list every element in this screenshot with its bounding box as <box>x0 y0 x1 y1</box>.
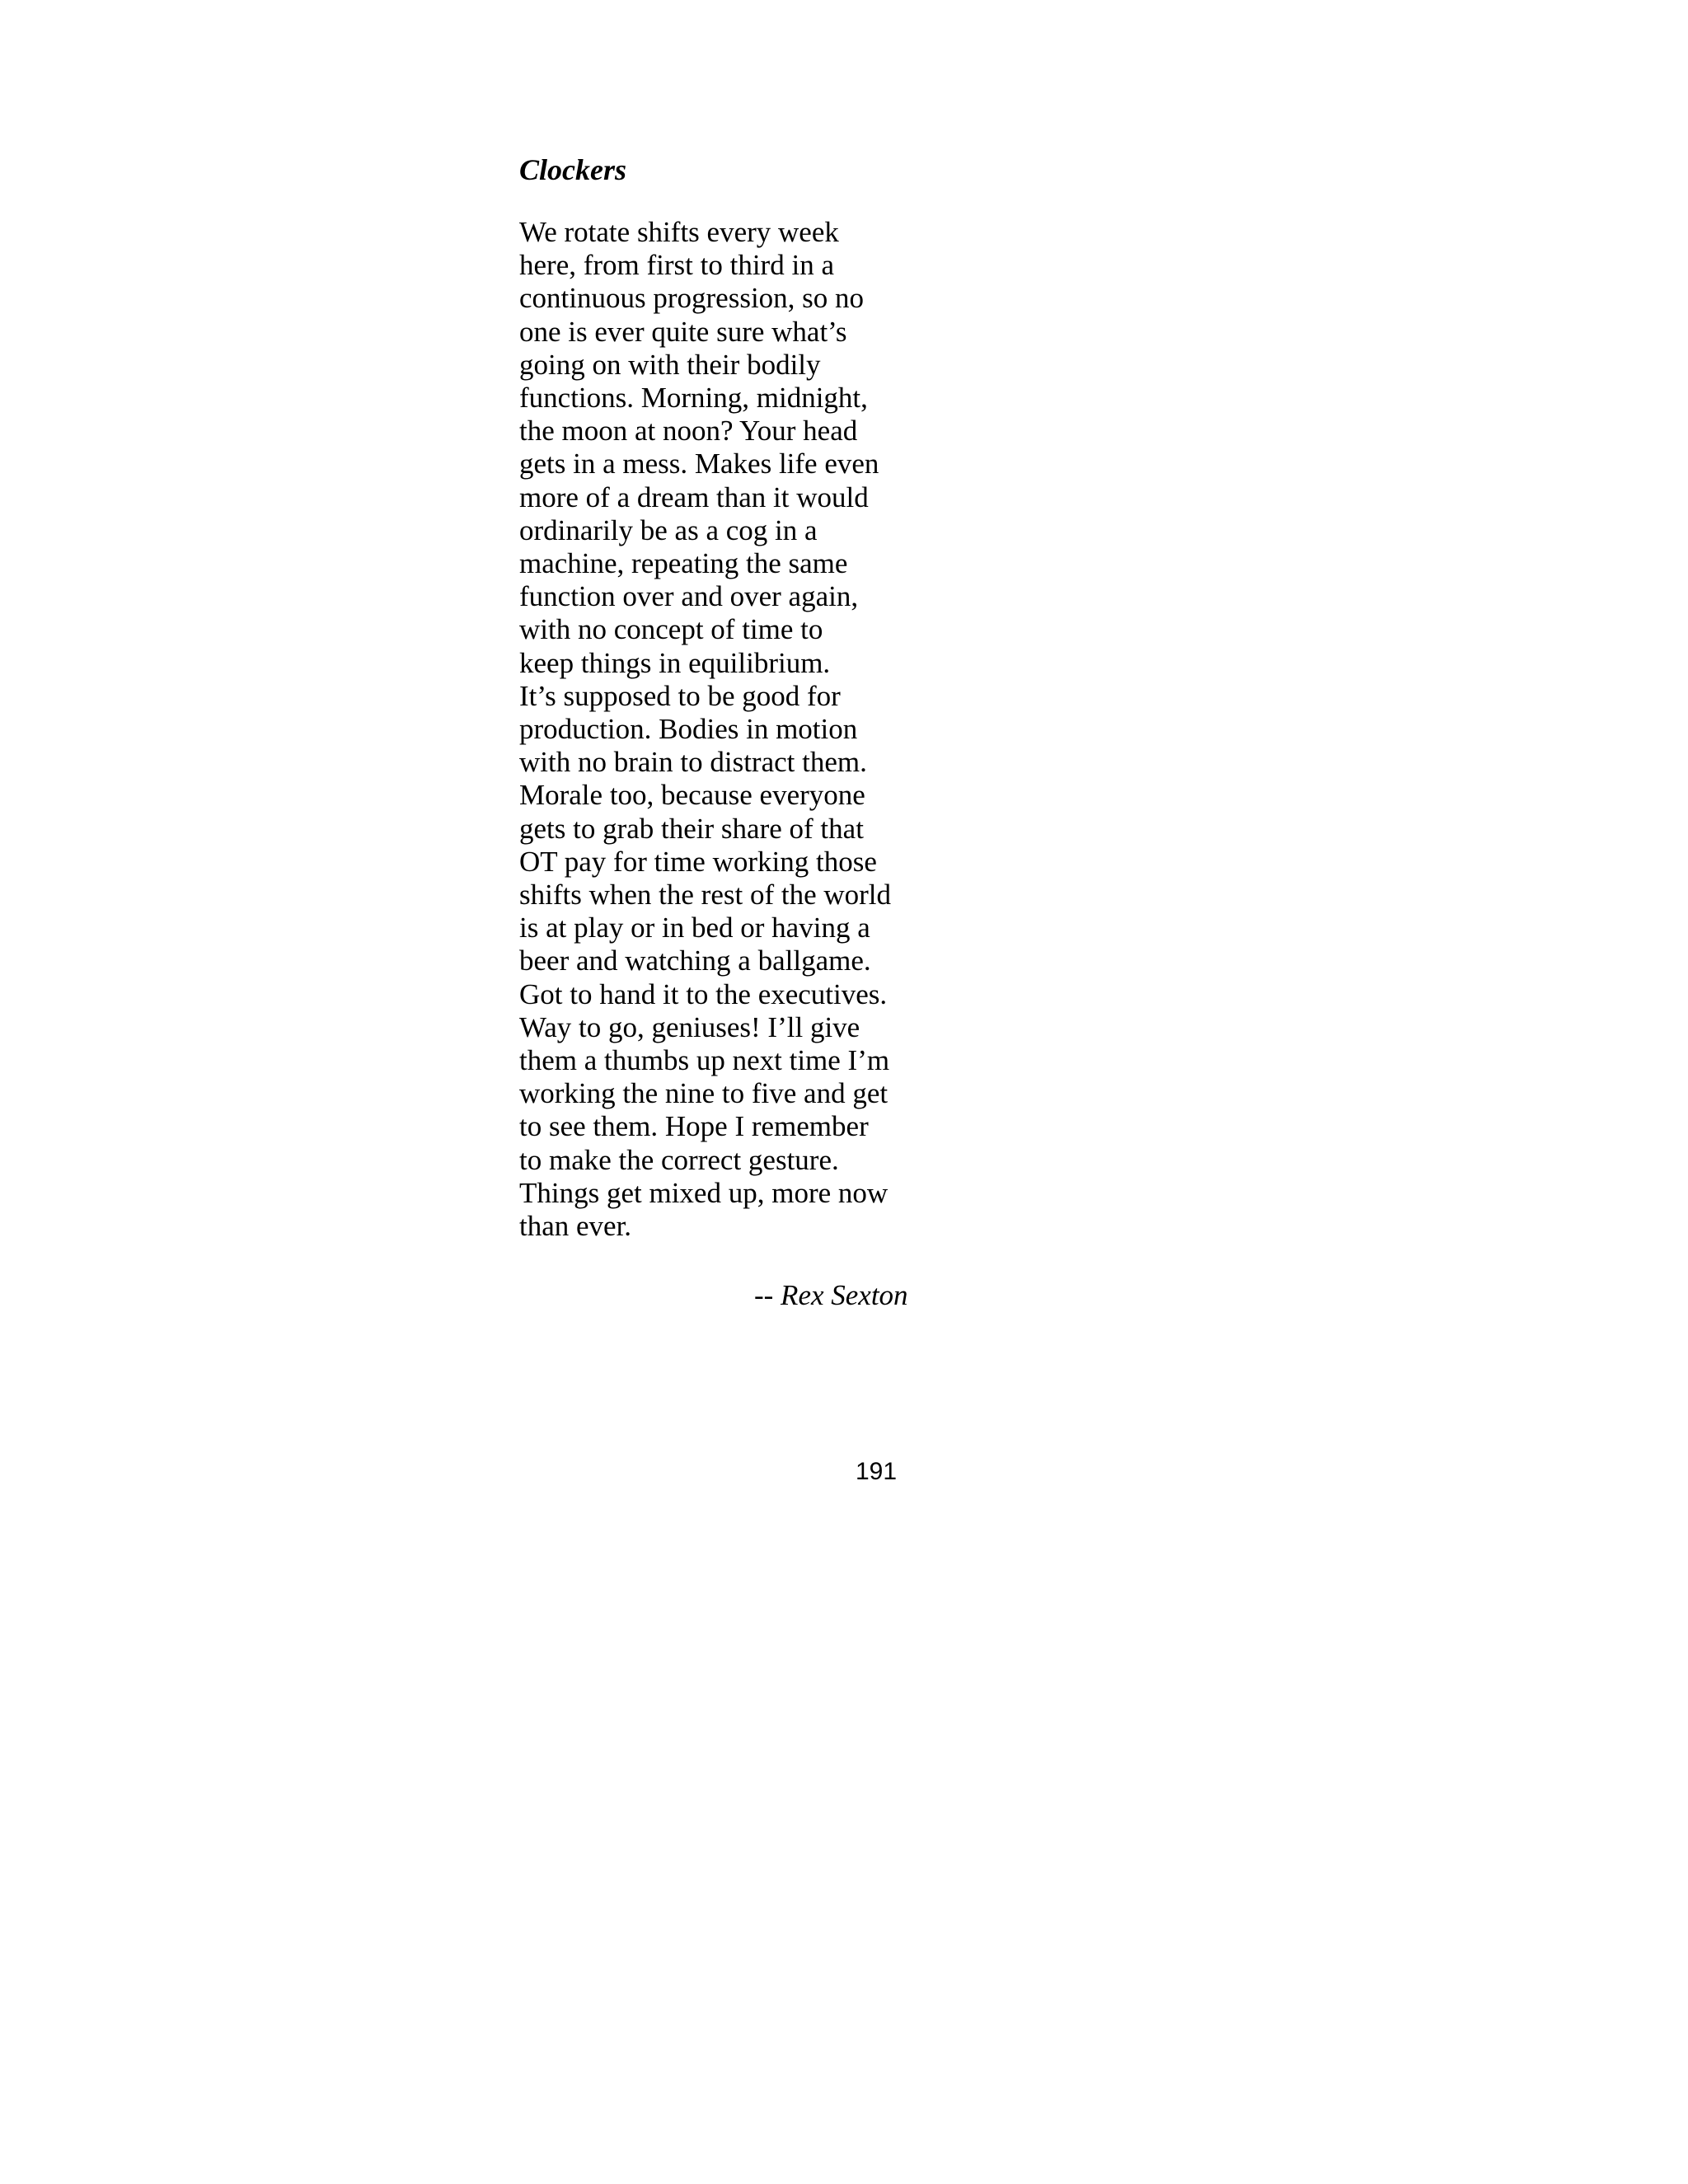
poem-line: We rotate shifts every week <box>519 216 839 248</box>
poem-line: the moon at noon? Your head <box>519 415 858 448</box>
poem-title: Clockers <box>519 153 626 186</box>
poem-line: ordinarily be as a cog in a <box>519 513 818 546</box>
poem-line: more of a dream than it would <box>519 480 869 513</box>
poem-line: Got to hand it to the executives. <box>519 977 888 1010</box>
poem-line: going on with their bodily <box>519 348 821 381</box>
poem-line: OT pay for time working those <box>519 845 877 878</box>
poem-line: It’s supposed to be good for <box>519 679 841 712</box>
poem-line: continuous progression, so no <box>519 282 865 315</box>
poem-line: with no concept of time to <box>519 613 823 646</box>
poem-author: -- Rex Sexton <box>754 1279 908 1311</box>
poem-line: Things get mixed up, more now <box>519 1176 889 1209</box>
poem-line: to see them. Hope I remember <box>519 1110 869 1143</box>
poem-line: here, from first to third in a <box>519 249 834 282</box>
poem-line: Morale too, because everyone <box>519 779 865 812</box>
poem-line: functions. Morning, midnight, <box>519 382 868 415</box>
poem-line: shifts when the rest of the world <box>519 879 892 912</box>
poem-line: with no brain to distract them. <box>519 746 867 779</box>
poem-line: working the nine to five and get <box>519 1077 889 1110</box>
poem-line: Way to go, geniuses! I’ll give <box>519 1010 860 1043</box>
poem-line: gets to grab their share of that <box>519 812 864 845</box>
poem-line: gets in a mess. Makes life even <box>519 448 879 480</box>
poem-line: machine, repeating the same <box>519 547 848 580</box>
poem-line: beer and watching a ballgame. <box>519 944 871 977</box>
poem-line: production. Bodies in motion <box>519 713 858 746</box>
poem-body <box>519 216 891 1243</box>
poem-line: function over and over again, <box>519 580 859 613</box>
poem-line: one is ever quite sure what’s <box>519 315 847 348</box>
poem-line: than ever. <box>519 1210 632 1243</box>
poem-line: to make the correct gesture. <box>519 1143 839 1176</box>
page-number: 191 <box>856 1458 898 1485</box>
poem-line: keep things in equilibrium. <box>519 646 831 679</box>
poem-line: is at play or in bed or having a <box>519 912 870 944</box>
poem-line: them a thumbs up next time I’m <box>519 1044 890 1077</box>
